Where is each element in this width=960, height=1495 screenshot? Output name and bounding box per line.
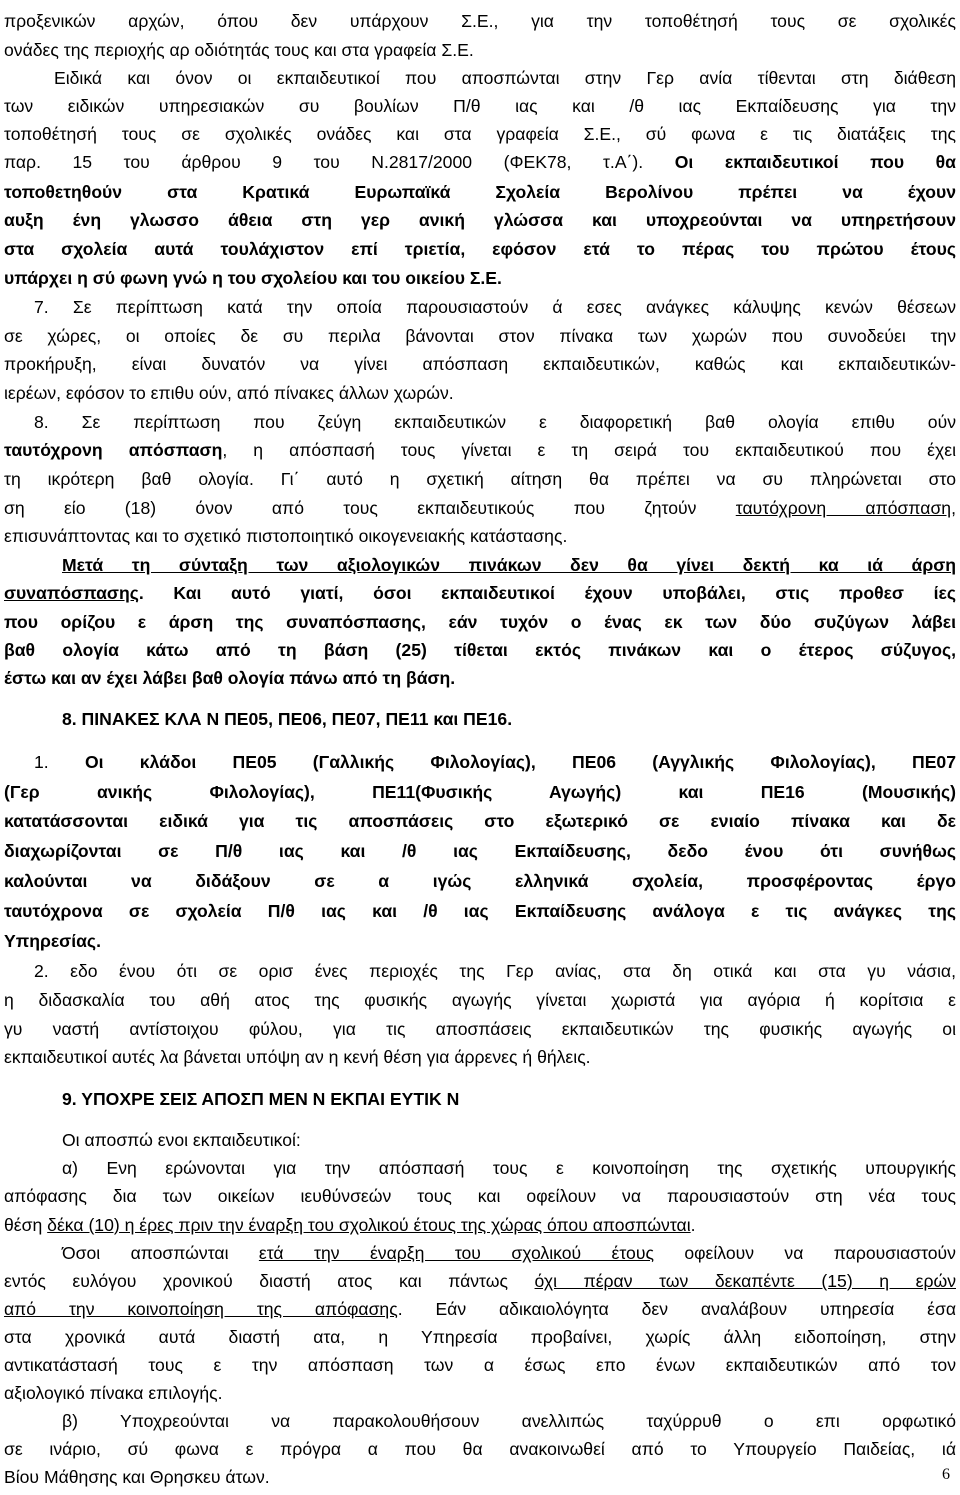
text-line: ταυτόχρονα σε σχολεία Π/θ ιας και /θ ιας Εκπαίδευσης ανάλογα ε τις ανάγκες της	[4, 901, 956, 921]
text-line: β) Υποχρεούνται να παρακολουθήσουν ανελλιπώς ταχύρρυθ ο επι ορφωτικό	[62, 1411, 956, 1431]
text-line	[4, 1238, 956, 1268]
text-line: απόφασης δια των οικείων ιευθύνσεών τους και οφείλουν να παρουσιαστούν στη νέα τους	[4, 1186, 956, 1206]
text-line: αυξη ένη γλωσσο άθεια στη γερ ανική γλώσσα και υποχρεούνται να υπηρετήσουν	[4, 210, 956, 230]
text-line: γυ ναστή αντίστοιχου φύλου, για τις αποσπάσεις εκπαιδευτικών της φυσικής αγωγής οι	[4, 1019, 956, 1039]
text-line: προξενικών αρχών, όπου δεν υπάρχουν Σ.Ε., για την τοποθέτησή τους σε σχολικές	[4, 11, 956, 31]
text-run: ση είο (18) όνον από τους εκπαιδευτικούς που ζητούν	[4, 498, 736, 518]
underlined-text-run: όχι πέραν των δεκαπέντε (15) η ερών	[534, 1271, 956, 1291]
text-run: εντός ευλόγου χρονικού διαστή ατος και πάντως	[4, 1271, 535, 1291]
text-line: α) Ενη ερώνονται για την απόσπασή τους ε κοινοποίηση της σχετικής υπουργικής	[62, 1158, 956, 1178]
text-line	[4, 1210, 956, 1240]
text-line: ονάδες της περιοχής αρ οδιότητάς τους και στα γραφεία Σ.Ε.	[4, 40, 474, 60]
text-run: , η απόσπασή τους γίνεται ε τη σειρά του εκπαιδευτικού που έχει	[222, 440, 956, 460]
page-number: 6	[942, 1466, 950, 1483]
text-run: Όσοι αποσπώνται	[62, 1243, 259, 1263]
bold-text-run: ταυτόχρονη απόσπαση	[4, 440, 223, 460]
text-line: αξιολογικό πίνακα επιλογής.	[4, 1383, 223, 1403]
text-line: Μετά τη σύνταξη των αξιολογικών πινάκων δεν θα γίνει δεκτή κα ιά άρση	[62, 555, 956, 575]
text-line: έστω και αν έχει λάβει βαθ ολογία πάνω από τη βάση.	[4, 668, 456, 688]
text-line: 8. Σε περίπτωση που ζεύγη εκπαιδευτικών ε διαφορετική βαθ ολογία επιθυ ούν	[34, 412, 956, 432]
text-run: .	[690, 1215, 696, 1235]
text-line: τοποθετηθούν στα Κρατικά Ευρωπαϊκά Σχολεία Βερολίνου πρέπει να έχουν	[4, 182, 956, 202]
text-run: παρ. 15 του άρθρου 9 του Ν.2817/2000 (ΦΕΚ78, τ.Α΄).	[4, 152, 675, 172]
text-run: 1.	[34, 752, 85, 772]
text-line: κατατάσσονται ειδικά για τις αποσπάσεις στο εξωτερικό σε ενιαίο πίνακα και δε	[4, 811, 956, 831]
text-line: Οι αποσπώ ενοι εκπαιδευτικοί:	[62, 1130, 301, 1150]
text-line: αντικατάστασή τους ε την απόσπαση των α έσως επο ένων εκπαιδευτικών από τον	[4, 1355, 956, 1375]
underlined-text-run: συναπόσπασης	[4, 583, 139, 603]
text-line: Βίου Μάθησης και Θρησκευ άτων.	[4, 1467, 270, 1487]
text-run: ,	[951, 498, 956, 518]
text-line: προκήρυξη, είναι δυνατόν να γίνει απόσπαση εκπαιδευτικών, καθώς και εκπαιδευτικών-	[4, 354, 956, 374]
bold-text-run: Οι εκπαιδευτικοί που θα	[674, 152, 956, 172]
text-line: Υπηρεσίας.	[4, 931, 101, 951]
section-heading: 9. ΥΠΟΧΡΕ ΣΕΙΣ ΑΠΟΣΠ ΜΕΝ Ν ΕΚΠΑΙ ΕΥΤΙΚ Ν	[62, 1089, 460, 1109]
text-line: στα σχολεία αυτά τουλάχιστον επί τριετία, εφόσον ετά το πέρας του πρώτου έτους	[4, 239, 956, 259]
text-line: ιερέων, εφόσον το επιθυ ούν, από πίνακες άλλων χωρών.	[4, 383, 454, 403]
text-line: καλούνται να διδάξουν σε α ιγώς ελληνικά σχολεία, προσφέροντας έργο	[4, 871, 956, 891]
text-run: θέση	[4, 1215, 48, 1235]
text-line: η διδασκαλία του αθή ατος της φυσικής αγωγής γίνεται χωριστά για αγόρια ή κορίτσια ε	[4, 990, 956, 1010]
text-line	[4, 493, 956, 523]
text-line	[4, 578, 956, 608]
text-line: των ειδικών υπηρεσιακών συ βουλίων Π/θ ιας και /θ ιας Εκπαίδευσης για την	[4, 96, 956, 116]
text-line: τοποθέτησή τους σε σχολικές ονάδες και στα γραφεία Σ.Ε., σύ φωνα ε τις διατάξεις της	[4, 124, 956, 144]
text-line: σε ινάριο, σύ φωνα ε πρόγρα α που θα ανακοινωθεί από το Υπουργείο Παιδείας, ιά	[4, 1439, 956, 1459]
text-line: σε χώρες, οι οποίες δε συ περιλα βάνονται στον πίνακα των χωρών που συνοδεύει την	[4, 326, 956, 346]
text-line: στα χρονικά αυτά διαστή ατα, η Υπηρεσία προβαίνει, χωρίς άλλη ειδοποίηση, στην	[4, 1327, 956, 1347]
text-line	[4, 435, 956, 465]
text-line: επισυνάπτοντας και το σχετικό πιστοποιητικό οικογενειακής κατάστασης.	[4, 526, 568, 546]
text-line	[4, 147, 956, 177]
underlined-text-run: ταυτόχρονη απόσπαση	[735, 498, 952, 518]
text-run: . Και αυτό γιατί, όσοι εκπαιδευτικοί έχουν υποβάλει, στις προθεσ ίες	[138, 583, 956, 603]
text-line	[4, 747, 956, 777]
underlined-text-run: από την κοινοποίηση της απόφασης	[4, 1299, 398, 1319]
text-line: 7. Σε περίπτωση κατά την οποία παρουσιαστούν ά εσες ανάγκες κάλυψης κενών θέσεων	[34, 297, 956, 317]
text-line: υπάρχει η σύ φωνη γνώ η του σχολείου και του οικείου Σ.Ε.	[4, 268, 502, 288]
text-line: διαχωρίζονται σε Π/θ ιας και /θ ιας Εκπαίδευσης, δεδο ένου ότι συνήθως	[4, 841, 956, 861]
underlined-text-run: ετά την έναρξη του σχολικού έτους	[258, 1243, 654, 1263]
text-line	[4, 1266, 956, 1296]
text-line: βαθ ολογία κάτω από τη βάση (25) τίθεται εκτός πινάκων και ο έτερος σύζυγος,	[4, 640, 956, 660]
text-run: . Εάν αδικαιολόγητα δεν αναλάβουν υπηρεσία έσα	[397, 1299, 957, 1319]
text-run: οφείλουν να παρουσιαστούν	[653, 1243, 956, 1263]
underlined-text-run: δέκα (10) η έρες πριν την έναρξη του σχολικού έτους της χώρας όπου αποσπώνται	[47, 1215, 691, 1235]
text-line: τη ικρότερη βαθ ολογία. Γι΄ αυτό η σχετική αίτηση θα πρέπει να συ πληρώνεται στο	[4, 469, 956, 489]
section-heading: 8. ΠΙΝΑΚΕΣ ΚΛΑ Ν ΠΕ05, ΠΕ06, ΠΕ07, ΠΕ11 και ΠΕ16.	[62, 709, 513, 729]
text-line: που ορίζου ε άρση της συναπόσπασης, εάν τυχόν ο ένας εκ των δύο συζύγων λάβει	[4, 612, 956, 632]
text-line: Ειδικά και όνον οι εκπαιδευτικοί που αποσπώνται στην Γερ ανία τίθενται στη διάθεση	[54, 68, 956, 88]
text-line: εκπαιδευτικοί αυτές λα βάνεται υπόψη αν η κενή θέση για άρρενες ή θήλεις.	[4, 1047, 591, 1067]
text-line: (Γερ ανικής Φιλολογίας), ΠΕ11(Φυσικής Αγωγής) και ΠΕ16 (Μουσικής)	[4, 782, 956, 802]
bold-text-run: Οι κλάδοι ΠΕ05 (Γαλλικής Φιλολογίας), ΠΕ06 (Αγγλικής Φιλολογίας), ΠΕ07	[84, 752, 957, 772]
text-line	[4, 1294, 956, 1324]
text-line: 2. εδο ένου ότι σε ορισ ένες περιοχές της Γερ ανίας, στα δη οτικά και στα γυ νάσια,	[34, 961, 956, 981]
